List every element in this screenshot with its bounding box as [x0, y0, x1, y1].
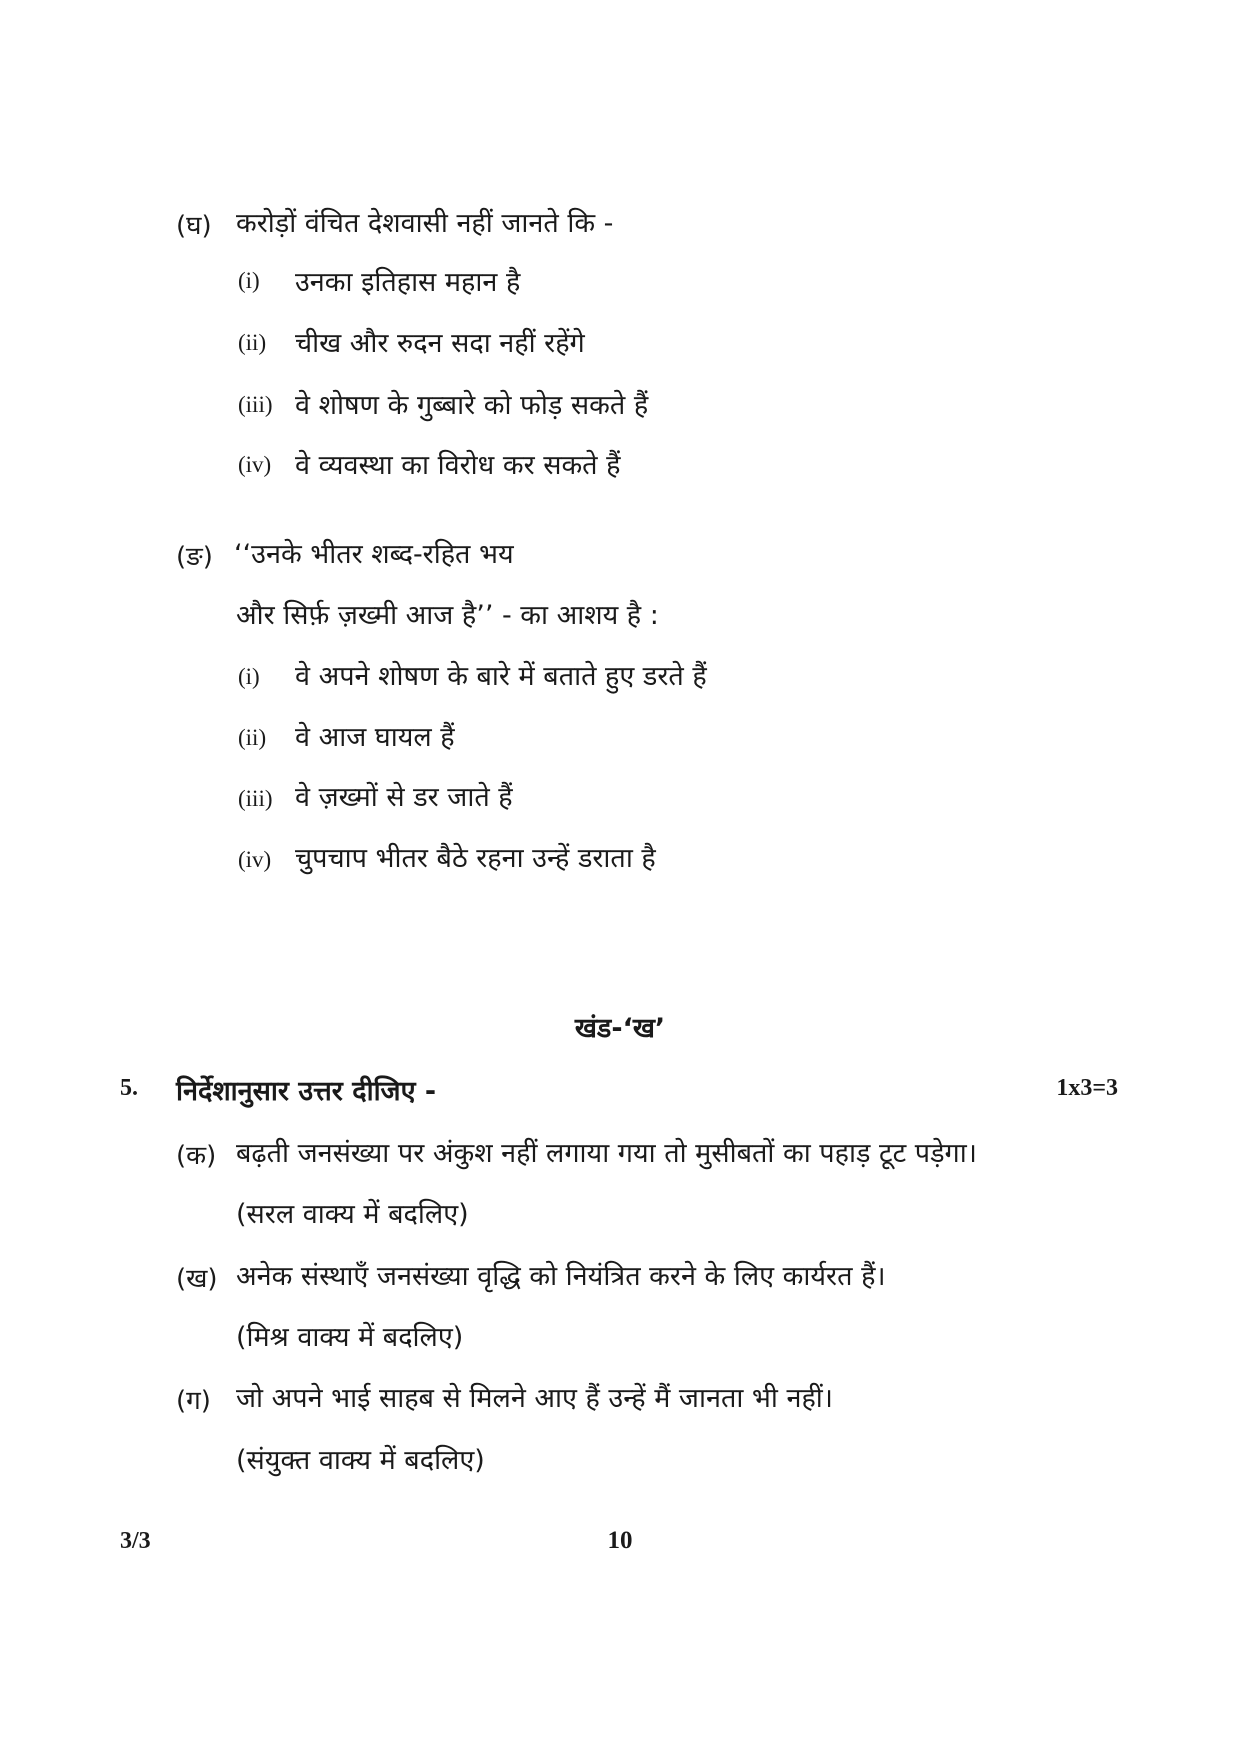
q4-gha-option-text: उनका इतिहास महान है: [295, 267, 521, 298]
q5-marks: 1x3=3: [1056, 1075, 1118, 1101]
q4-nga-option-num: (iv): [238, 847, 272, 872]
q4-nga-option-num: (i): [238, 664, 260, 689]
q4-nga-label: (ङ): [176, 542, 213, 572]
q4-nga-quote-line1: ‘‘उनके भीतर शब्द-रहित भय: [234, 539, 514, 570]
q4-nga-option-text: वे आज घायल हैं: [295, 722, 455, 753]
q4-gha-option-text: चीख और रुदन सदा नहीं रहेंगे: [295, 328, 585, 359]
q4-gha-stem: करोड़ों वंचित देशवासी नहीं जानते कि -: [236, 208, 614, 239]
q4-nga-option-num: (ii): [238, 725, 267, 750]
q4-nga-option-text: वे ज़ख्मों से डर जाते हैं: [295, 782, 513, 813]
q5-part-instruction: (मिश्र वाक्य में बदलिए): [236, 1322, 464, 1353]
q5-part-label: (क): [176, 1141, 217, 1171]
q4-nga-quote-line2: और सिर्फ़ ज़ख्मी आज है’’ - का आशय है :: [236, 600, 659, 631]
footer-page-number: 10: [607, 1527, 633, 1554]
q4-nga-option-text: चुपचाप भीतर बैठे रहना उन्हें डराता है: [295, 843, 656, 874]
q5-part-sentence: जो अपने भाई साहब से मिलने आए हैं उन्हें मैं जानता भी नहीं।: [236, 1383, 834, 1414]
footer-paper-code: 3/3: [120, 1528, 151, 1554]
q5-number: 5.: [120, 1075, 138, 1101]
q4-gha-option-text: वे शोषण के गुब्बारे को फोड़ सकते हैं: [295, 390, 649, 421]
q4-nga-option-text: वे अपने शोषण के बारे में बताते हुए डरते हैं: [295, 661, 707, 692]
section-heading: खंड-‘ख’: [574, 1013, 666, 1044]
q5-part-label: (ग): [176, 1386, 211, 1416]
q5-part-sentence: बढ़ती जनसंख्या पर अंकुश नहीं लगाया गया तो मुसीबतों का पहाड़ टूट पड़ेगा।: [236, 1138, 977, 1169]
q5-part-label: (ख): [176, 1264, 218, 1294]
q4-gha-option-num: (iii): [238, 392, 273, 417]
q4-gha-option-num: (i): [238, 268, 260, 293]
q5-part-instruction: (सरल वाक्य में बदलिए): [236, 1199, 469, 1230]
q4-gha-option-num: (iv): [238, 452, 272, 477]
q4-gha-label: (घ): [176, 211, 212, 241]
q4-gha-option-num: (ii): [238, 330, 267, 355]
q4-nga-option-num: (iii): [238, 786, 273, 811]
q4-gha-option-text: वे व्यवस्था का विरोध कर सकते हैं: [295, 450, 621, 481]
q5-instruction: निर्देशानुसार उत्तर दीजिए -: [176, 1076, 437, 1107]
q5-part-instruction: (संयुक्त वाक्य में बदलिए): [236, 1445, 485, 1476]
q5-part-sentence: अनेक संस्थाएँ जनसंख्या वृद्धि को नियंत्रित करने के लिए कार्यरत हैं।: [236, 1261, 886, 1292]
